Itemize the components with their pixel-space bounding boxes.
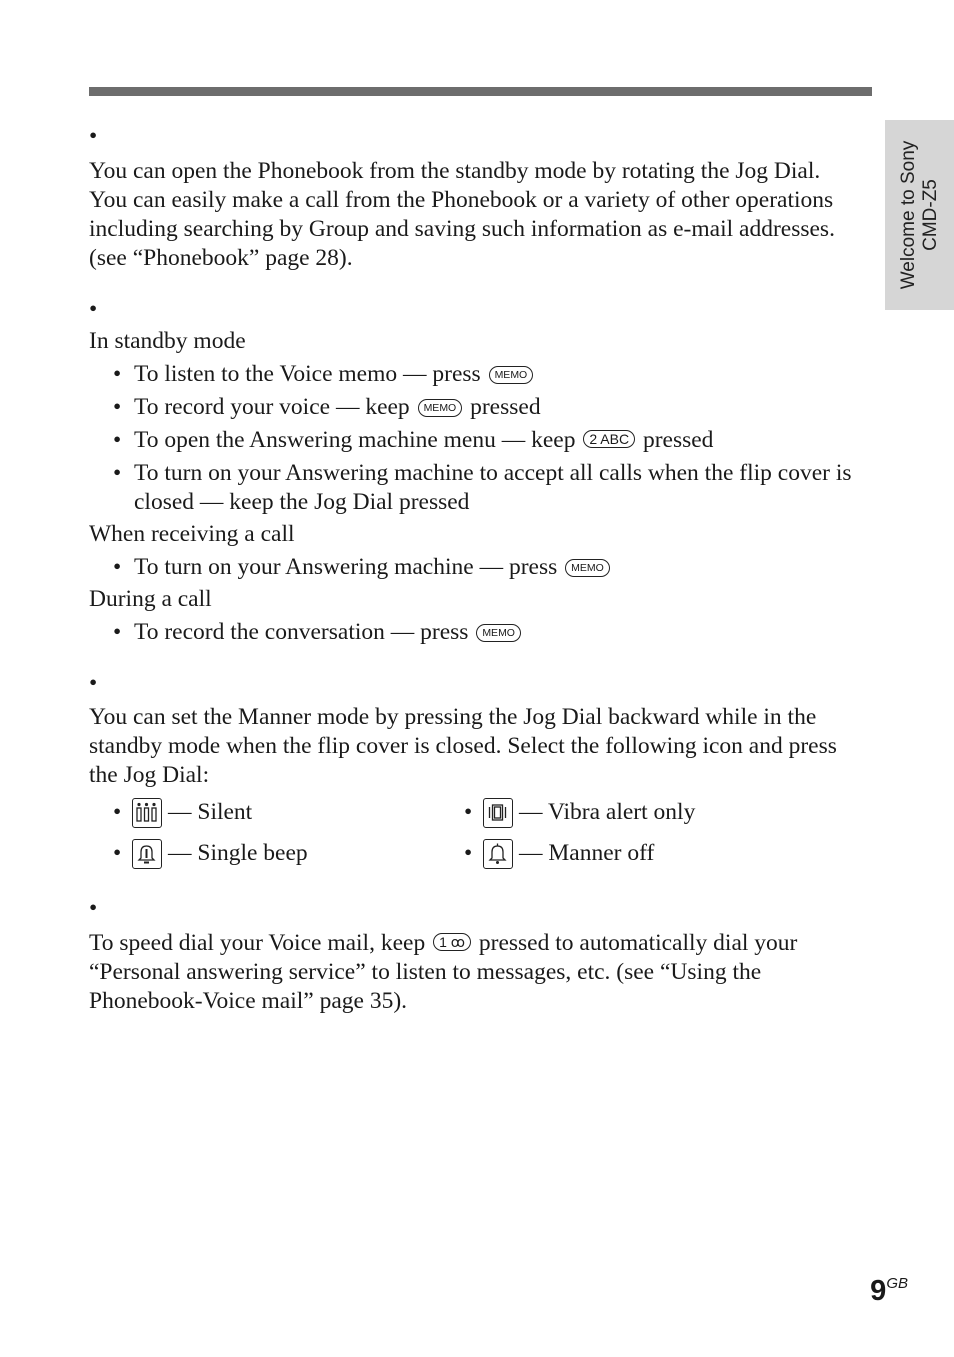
phonebook-text	[89, 157, 864, 273]
section-bullet: •	[89, 296, 98, 322]
manner-off-icon	[483, 839, 513, 869]
memo-key-icon: MEMO	[476, 624, 521, 642]
key-1-voicemail-icon: 1 ꝏ	[433, 933, 471, 951]
mode-single-beep	[89, 835, 440, 872]
list-item	[89, 618, 864, 647]
list-item	[89, 426, 864, 455]
item-text: To turn on your Answering machine — press	[134, 554, 558, 580]
item-text: To record the conversation — press	[134, 619, 469, 645]
mode-manner-off	[440, 835, 791, 872]
voicemail-text	[89, 929, 864, 1016]
voicemail-after: pressed to automatically dial your “Personal answering service” to listen to messages, etc. (see “Using the Phonebook-Voice mail” page 35).	[89, 930, 798, 1014]
section-phonebook	[89, 122, 864, 273]
manner-text: You can set the Manner mode by pressing the Jog Dial backward while in the standby mode when the flip cover is closed. Select the following icon and press the Jog Dial:	[89, 704, 837, 788]
header-rule	[89, 87, 872, 96]
item-after: pressed	[642, 427, 714, 453]
item-text: To open the Answering machine menu — keep	[134, 427, 576, 453]
vibra-icon	[483, 798, 513, 828]
section-bullet: •	[89, 123, 98, 149]
single-beep-icon	[132, 839, 162, 869]
section-bullet: •	[89, 670, 98, 696]
page-number-suffix: GB	[886, 1275, 908, 1292]
item-after: pressed	[470, 394, 541, 420]
mode-silent	[89, 794, 440, 831]
list-item	[89, 393, 864, 422]
receiving-label: When receiving a call	[89, 521, 295, 547]
memo-key-icon: MEMO	[565, 559, 610, 577]
mode-label: • — Single beep	[168, 840, 308, 866]
voicemail-before: To speed dial your Voice mail, keep	[89, 930, 426, 956]
standby-label: In standby mode	[89, 328, 246, 354]
item-text: To record your voice — keep	[134, 394, 410, 420]
receiving-list	[89, 553, 864, 582]
during-list	[89, 618, 864, 647]
section-bullet: •	[89, 895, 98, 921]
page-content	[89, 120, 864, 1016]
side-tab-line2: CMD-Z5	[919, 179, 941, 251]
key-2-icon: 2 ABC	[583, 430, 635, 448]
manner-mode-grid	[89, 794, 864, 872]
mode-label: • — Manner off	[519, 840, 655, 866]
memo-key-icon: MEMO	[489, 366, 534, 384]
phonebook-line1: You can open the Phonebook from the standby mode by rotating the Jog Dial.	[89, 158, 821, 184]
memo-key-icon: MEMO	[418, 399, 463, 417]
phonebook-line2: You can easily make a call from the Phonebook or a variety of other operations including searching by Group and saving such information as e-mail addresses. (see “Phonebook” page 28).	[89, 187, 835, 271]
page-number-value: 9	[870, 1275, 887, 1307]
standby-list	[89, 360, 864, 517]
list-item	[89, 360, 864, 389]
during-label: During a call	[89, 586, 212, 612]
mode-label: • — Silent	[168, 799, 253, 825]
side-tab-text	[898, 141, 942, 290]
page-number	[870, 1275, 908, 1308]
section-memo	[89, 295, 864, 647]
list-item	[89, 459, 864, 517]
list-item	[89, 553, 864, 582]
silent-icon	[132, 798, 162, 828]
side-tab	[885, 120, 954, 310]
mode-label: • — Vibra alert only	[519, 799, 696, 825]
item-text: To listen to the Voice memo — press	[134, 361, 481, 387]
item-text: To turn on your Answering machine to accept all calls when the flip cover is closed — keep the Jog Dial pressed	[134, 460, 852, 515]
mode-vibra	[440, 794, 791, 831]
section-manner	[89, 669, 864, 872]
section-voicemail	[89, 894, 864, 1016]
side-tab-line1: Welcome to Sony	[897, 140, 919, 290]
